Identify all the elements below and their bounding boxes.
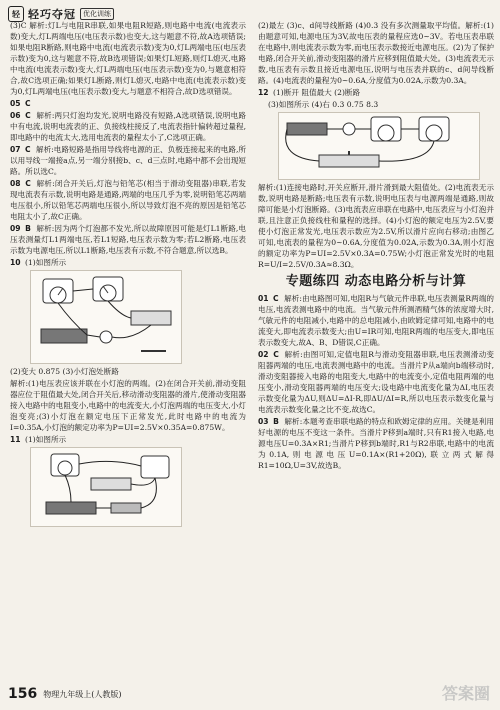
answer-10-explanation: 解析:(1)电压表应该并联在小灯泡的两端。(2)在闭合开关前,滑动变阻器应位于阻值最大处,闭合开关后,移动滑动变阻器的滑片,使滑动变阻器接入电路中的电阻变小,电路中的电流变大,小灯泡两端的电压变大,小灯泡变亮;(3)小灯泡在额定电压下正常发光,此时电路中的电流为I=0.35A,小灯泡的额定功率为P=UI=2.5V×0.35A=0.875W。 xyxy=(10,379,246,432)
answer-6 xyxy=(10,110,246,143)
answer-choice: C xyxy=(25,179,31,188)
answer-explanation: 解析:两只灯泡均发光,说明电路没有短路,A选项错误,说明电路中有电流,说明电流表的正、负接线柱接反了,电流表指针偏转超过量程,即电路中的电流太大,选用电流表的量程太小了,C选项正确。 xyxy=(10,111,246,142)
brand-name: 轻巧夺冠 xyxy=(28,8,76,21)
question-number: 06 xyxy=(10,111,21,120)
answer-choice: B xyxy=(273,417,279,426)
answer-12-explanation: 解析:(1)连接电路时,开关应断开,滑片滑到最大阻值处。(2)电流表无示数,说明电路是断路;电压表有示数,说明电压表与电源两端是通路,则故障可能是小灯泡断路。(3)电流表应串联在电路中,电压表应与小灯泡并联,且注意正负接线柱和量程的选择。(4)小灯泡的额定电压为2.5V,要使小灯泡正常发光,电压表示数应为2.5V,所以滑片应向右移动;由图乙可知,电流表的量程为0~0.6A,分度值为0.02A,示数为0.3A,则小灯泡的额定功率为P=UI=2.5V×0.3A=0.75W;小灯泡正常发光时的电阻R=U/I=2.5V/0.3A≈8.3Ω。 xyxy=(258,183,494,269)
section-answer-3 xyxy=(258,416,494,471)
question-number: 08 xyxy=(10,179,21,188)
answer-10 xyxy=(10,257,246,268)
section-answer-1 xyxy=(258,293,494,348)
question-number: 02 xyxy=(258,350,269,359)
answer-explanation: 解析:本题考查串联电路的特点和欧姆定律的应用。关键是利用好电源的电压不变这一条件。当滑片P移到a端时,只有R1接入电路,电源电压U=0.3A×R1;当滑片P移到b端时,R1与R2串联,电路中的电流为0.1A,则电源电压U=0.1A×(R1+20Ω),联立两式解得R1=10Ω,U=3V,故选B。 xyxy=(258,417,494,470)
answer-7 xyxy=(10,144,246,177)
answer-choice: C xyxy=(25,111,31,120)
question-number: 12 xyxy=(258,88,269,97)
page-number: 156 xyxy=(8,686,38,702)
brand-logo-icon: 轻 xyxy=(8,6,24,22)
right-column xyxy=(258,20,494,472)
circuit-diagram-icon xyxy=(31,448,181,526)
circuit-figure-12 xyxy=(278,112,480,180)
answer-8 xyxy=(10,178,246,222)
answer-line: (1)如图所示 xyxy=(25,435,67,444)
circuit-diagram-icon xyxy=(279,113,479,179)
answer-choice: B xyxy=(25,224,31,233)
question-number: 05 xyxy=(10,99,21,108)
question-number: 01 xyxy=(258,294,269,303)
watermark: 答案圈 xyxy=(441,684,490,703)
section-answer-2 xyxy=(258,349,494,415)
answer-10-results: (2)变大 0.875 (3)小灯泡处断路 xyxy=(10,367,119,376)
answer-12 xyxy=(258,87,494,98)
answer-4-explanation: (3)C 解析:灯L与电阻R串联,如果电阻R短路,则电路中电流(电流表示数)变大,灯L两端电压(电压表示数)也变大,这与题意不符,故A选项错误;如果电阻R断路,则电路中电流(电流表示数)变为0,灯L两端电压(电压表示数)变为0,这与题意不符,故B选项错误;如果灯L短路,则灯L熄灭,电路中电流(电流表示数)变大,灯L两端电压(电压表示数)变为0,与题意相符合,故C选项正确;如果灯L断路,则灯L熄灭,电路中电流(电流表示数)变为0,灯L两端电压(电压表示数)变大,与题意不相符合,故D选项错误。 xyxy=(10,21,246,96)
answer-choice: C xyxy=(25,99,31,108)
brand-subtitle: 优化训练 xyxy=(80,8,114,20)
answer-line: (1)断开 阻值最大 (2)断路 xyxy=(273,88,361,97)
answer-11 xyxy=(10,434,246,445)
answer-explanation: 解析:闭合开关后,灯泡与铅笔芯(相当于滑动变阻器)串联,若发现电流表有示数,说明电路是通路,两端的电压几乎为零,说明铅笔芯两端电压很小,所以铅笔芯两端电压很小,所以导致灯泡不亮的原因是铅笔芯电阻太小了,故C正确。 xyxy=(10,179,246,221)
answer-12-line2: (3)如图所示 (4)右 0.3 0.75 8.3 xyxy=(268,100,379,109)
answer-choice: C xyxy=(273,350,279,359)
answer-choice: C xyxy=(273,294,279,303)
answer-5 xyxy=(10,98,246,109)
question-number: 11 xyxy=(10,435,21,444)
left-column xyxy=(10,20,246,529)
answer-line: (1)如图所示 xyxy=(25,258,67,267)
answer-9 xyxy=(10,223,246,256)
answer-choice: C xyxy=(25,145,31,154)
answer-explanation: 解析:电路短路是指用导线将电源的正、负极连接起来的电路,所以用导线一端接a点,另一端分别接b、c、d三点时,电路中都不会出现短路。所以选C。 xyxy=(10,145,247,176)
answer-explanation: 解析:因为两个灯泡都不发光,所以故障原因可能是灯L1断路,电压表测量灯L1两端电压,若L1短路,电压表示数为零;若L2断路,电压表示数为电源电压,所以L1断路,电压表有示数,不符合题意,所以选B。 xyxy=(10,224,247,255)
question-number: 03 xyxy=(258,417,269,426)
book-title: 物理九年级上(人教版) xyxy=(43,689,122,699)
question-number: 09 xyxy=(10,224,21,233)
circuit-figure-11 xyxy=(30,447,182,527)
answer-11-continued: (2)最左 (3)c、d间导线断路 (4)0.3 没有多次测量取平均值。解析:(1)由题意可知,电源电压为3V,故电压表的量程应选0~3V。若电压表串联在电路中,则电流表示数为零,而电压表示数接近电源电压。(2)为了保护电路,闭合开关前,滑动变阻器的滑片应移到阻值最大处。(3)电流表无示数,电压表有示数且接近电源电压,说明与电压表并联的c、d间导线断路。(4)电流表的量程为0~0.6A,分度值为0.02A,示数为0.3A。 xyxy=(258,21,494,85)
question-number: 07 xyxy=(10,145,21,154)
page-footer xyxy=(8,686,121,702)
answer-explanation: 解析:由图可知,定值电阻R与滑动变阻器串联,电压表测滑动变阻器两端的电压,电流表测电路中的电流。当滑片P从a端向b端移动时,滑动变阻器接入电路的电阻变大,电路中的电流变小,定值电阻两端的电压变小,滑动变阻器两端的电压变大;设电路中电流变化量为ΔI,电压表示数变化量为ΔU,则ΔU=ΔI·R,即ΔU/ΔI=R,所以电压表示数变化量与电流表示数变化量之比不变,故选C。 xyxy=(258,350,494,414)
question-number: 10 xyxy=(10,258,21,267)
circuit-figure-10 xyxy=(30,270,182,364)
section-title: 专题练四 动态电路分析与计算 xyxy=(285,274,467,289)
circuit-diagram-icon xyxy=(31,271,181,363)
answer-explanation: 解析:由电路图可知,电阻R与气敏元件串联,电压表测量R两端的电压,电流表测电路中的电流。当气敏元件所测酒精气体的浓度增大时,气敏元件的电阻减小,电路中的总电阻减小,由欧姆定律可知,电路中的电流变大,即电流表示数变大;由U=IR可知,电阻R两端的电压变大,即电压表示数变大,故A、B、D错误,C正确。 xyxy=(258,294,494,347)
